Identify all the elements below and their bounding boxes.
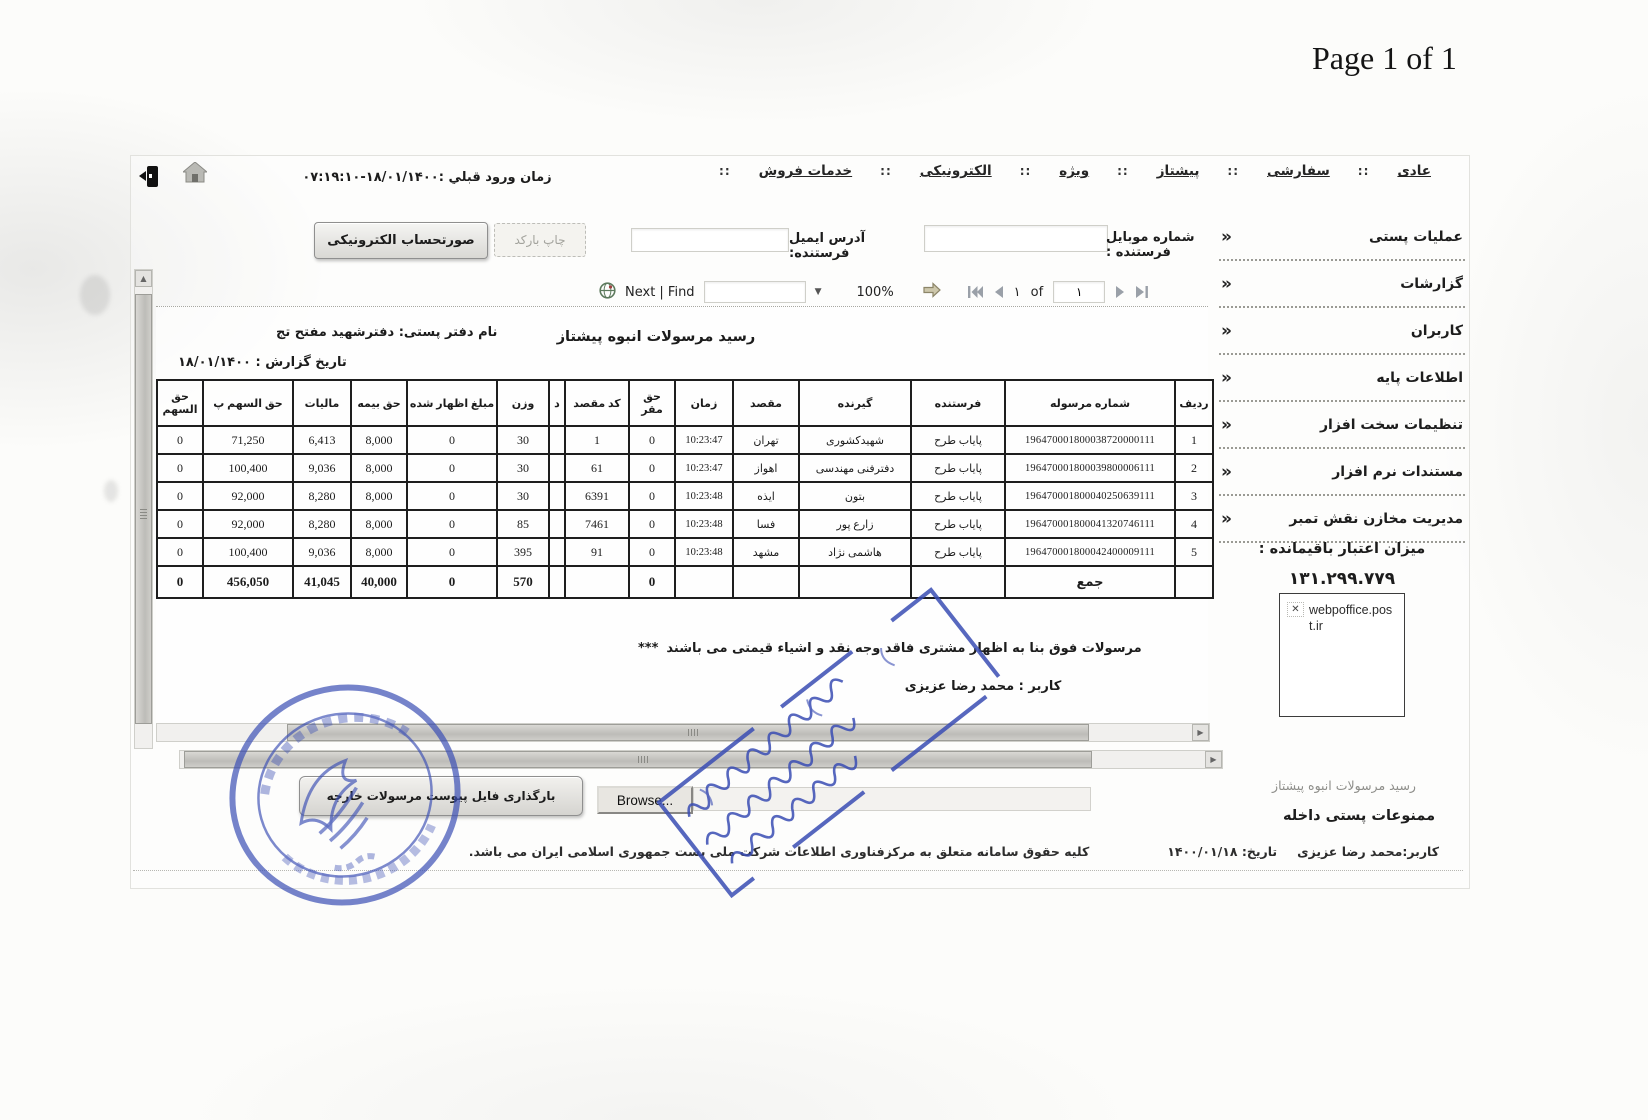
table-cell: 0	[407, 426, 497, 454]
table-header-cell: حق السهم پ	[203, 380, 293, 426]
table-cell: 3	[1175, 482, 1213, 510]
table-cell: 0	[157, 538, 203, 566]
table-header-cell: حق السهم	[157, 380, 203, 426]
table-header-cell: مالیات	[293, 380, 351, 426]
table-header-cell: ردیف	[1175, 380, 1213, 426]
table-cell: 8,000	[351, 510, 407, 538]
export-icon[interactable]	[923, 282, 941, 302]
menu-item-express[interactable]: پیشتاز	[1156, 163, 1200, 179]
chevron-left-icon: «	[1221, 367, 1232, 388]
table-row	[157, 510, 1213, 538]
table-cell: پایاب طرح	[911, 482, 1005, 510]
table-cell: 61	[565, 454, 629, 482]
table-cell: تهران	[733, 426, 799, 454]
page-number-label: Page 1 of 1	[1312, 40, 1457, 76]
sidebar-item-hardware-settings[interactable]	[1219, 402, 1465, 449]
table-header-cell: حق مقر	[629, 380, 675, 426]
table-cell: 0	[629, 454, 675, 482]
table-cell: 8,000	[351, 538, 407, 566]
table-header-cell: فرستنده	[911, 380, 1005, 426]
table-cell: اهواز	[733, 454, 799, 482]
first-page-icon[interactable]	[968, 283, 984, 302]
table-header-cell: گیرنده	[799, 380, 911, 426]
sidebar-item-label: کاربران	[1410, 322, 1463, 339]
menu-item-normal[interactable]: عادی	[1397, 163, 1431, 179]
footer-date: تاریخ: ۱۴۰۰/۰۱/۱۸	[1167, 844, 1278, 859]
sidebar-item-label: مدیریت مخازن نقش تمبر	[1289, 510, 1463, 527]
table-cell: 8,280	[293, 482, 351, 510]
table-cell: 92,000	[203, 482, 293, 510]
table-cell: 100,400	[203, 538, 293, 566]
report-table	[156, 379, 1214, 599]
upload-foreign-parcels-button[interactable]: بارگذاری فایل پیوست مرسولات خارجه	[299, 776, 583, 816]
table-cell	[565, 566, 629, 598]
table-cell: 0	[157, 510, 203, 538]
table-cell: 10:23:48	[675, 482, 733, 510]
table-cell: 0	[407, 510, 497, 538]
table-cell: 7461	[565, 510, 629, 538]
sender-email-input[interactable]	[631, 228, 789, 252]
table-cell: 8,280	[293, 510, 351, 538]
scroll-right-arrow[interactable]: ▶	[1192, 724, 1209, 741]
table-total-row	[157, 566, 1213, 598]
sidebar-item-label: اطلاعات پایه	[1376, 369, 1463, 386]
table-cell: 85	[497, 510, 549, 538]
post-office-label: نام دفتر پستی:	[398, 325, 498, 340]
table-row	[157, 454, 1213, 482]
report-date-label: تاریخ گزارش :	[255, 355, 347, 370]
footer-copyright: کلیه حقوق سامانه متعلق به مرکزفناوری اطلاعات شرکت ملی پست جمهوری اسلامی ایران می باشد.	[468, 844, 1090, 859]
chevron-left-icon: «	[1221, 461, 1232, 482]
menu-separator: ::	[1019, 164, 1032, 178]
table-cell: 6,413	[293, 426, 351, 454]
footer-user: کاربر:محمد رضا عزیزی	[1297, 844, 1439, 859]
table-cell: 6391	[565, 482, 629, 510]
table-cell: 0	[629, 566, 675, 598]
table-cell: 0	[629, 538, 675, 566]
chevron-left-icon: «	[1221, 273, 1232, 294]
remaining-credit-value: ۱۳۱.۲۹۹.۷۷۹	[1288, 569, 1396, 589]
chevron-left-icon: «	[1221, 508, 1232, 529]
menu-separator: ::	[719, 164, 731, 178]
bulk-receipt-link[interactable]: رسید مرسولات انبوه پیشتاز	[1272, 778, 1416, 793]
broken-image-icon: ✕	[1287, 602, 1304, 617]
table-cell: 0	[407, 482, 497, 510]
table-cell: فسا	[733, 510, 799, 538]
sender-mobile-label: شماره موبایل فرستنده :	[1106, 230, 1195, 260]
scroll-up-arrow[interactable]: ▲	[135, 270, 152, 287]
table-cell: شهیدکشوری	[799, 426, 911, 454]
report-title: رسید مرسولات انبوه پیشتاز	[556, 329, 756, 345]
of-label: of	[1030, 284, 1044, 300]
table-cell: 196470001800041320746111	[1005, 510, 1175, 538]
menu-separator: ::	[1117, 164, 1129, 178]
app-window	[130, 155, 1470, 889]
electronic-invoice-button[interactable]: صورتحساب الکترونیکی	[314, 222, 488, 259]
table-cell: پایاب طرح	[911, 454, 1005, 482]
sidebar-item-label: عملیات پستی	[1369, 228, 1463, 245]
table-cell: 30	[497, 454, 549, 482]
table-cell: پایاب طرح	[911, 510, 1005, 538]
table-cell	[1175, 566, 1213, 598]
table-cell: پایاب طرح	[911, 426, 1005, 454]
page-number-input[interactable]	[1053, 281, 1105, 303]
table-cell: 456,050	[203, 566, 293, 598]
sidebar-item-label: گزارشات	[1400, 275, 1463, 292]
sender-email-label: آدرس ایمیل فرستنده:	[789, 231, 866, 261]
table-cell: 0	[629, 482, 675, 510]
table-header-cell: مقصد	[733, 380, 799, 426]
last-page-icon[interactable]	[1135, 283, 1149, 302]
next-page-icon[interactable]	[1115, 283, 1125, 302]
logout-icon[interactable]	[139, 165, 161, 193]
menu-item-electronic[interactable]: الکترونیکی	[919, 163, 992, 179]
table-cell: 4	[1175, 510, 1213, 538]
previous-page-icon[interactable]	[994, 283, 1004, 302]
table-cell	[549, 510, 565, 538]
menu-separator: ::	[880, 164, 892, 178]
table-cell	[549, 482, 565, 510]
browse-button[interactable]: Browse...	[597, 786, 693, 814]
table-cell: پایاب طرح	[911, 538, 1005, 566]
table-cell: 395	[497, 538, 549, 566]
table-cell: 30	[497, 482, 549, 510]
zoom-select[interactable]: 100%	[856, 284, 894, 300]
table-header-cell: د	[549, 380, 565, 426]
vertical-scrollbar	[134, 269, 153, 749]
report-note	[638, 641, 1198, 656]
sidebar-item-stamp-storage[interactable]	[1219, 496, 1465, 543]
report-date	[178, 355, 398, 370]
table-cell: 9,036	[293, 454, 351, 482]
page-indicator: ۱	[1013, 284, 1021, 300]
sidebar-menu	[1219, 214, 1465, 543]
footer-user-date	[1139, 844, 1439, 859]
domestic-prohibited-items-link[interactable]: ممنوعات پستی داخله	[1282, 808, 1436, 824]
table-row	[157, 482, 1213, 510]
table-cell: هاشمی نژاد	[799, 538, 911, 566]
report-viewer-toolbar	[599, 279, 1215, 305]
scan-artifact	[104, 480, 118, 502]
table-cell: 8,000	[351, 426, 407, 454]
table-cell: 71,250	[203, 426, 293, 454]
table-cell: 10:23:47	[675, 426, 733, 454]
vertical-scrollbar-thumb[interactable]	[135, 294, 152, 724]
table-cell: 100,400	[203, 454, 293, 482]
table-row	[157, 426, 1213, 454]
report-user-line: کاربر : محمد رضا عزیزی	[904, 679, 1062, 694]
note-text: مرسولات فوق بنا به اظهار مشتری فاقد وجه نقد و اشیاء قیمتی می باشند	[666, 641, 1142, 656]
remaining-credit-label: میزان اعتبار باقیمانده :	[1258, 541, 1426, 557]
table-cell	[549, 454, 565, 482]
chevron-left-icon: «	[1221, 414, 1232, 435]
chevron-left-icon: «	[1221, 320, 1232, 341]
table-cell: 0	[157, 454, 203, 482]
broken-image-box	[1279, 593, 1405, 717]
dropdown-caret-icon[interactable]: ▼	[814, 287, 822, 297]
table-cell: 2	[1175, 454, 1213, 482]
table-header-cell: وزن	[497, 380, 549, 426]
find-input[interactable]	[704, 281, 806, 303]
menu-separator: ::	[1357, 164, 1370, 178]
table-cell: 0	[157, 566, 203, 598]
sender-mobile-input[interactable]	[924, 225, 1108, 252]
table-cell: 9,036	[293, 538, 351, 566]
table-cell: 1	[1175, 426, 1213, 454]
table-header-cell: کد مقصد	[565, 380, 629, 426]
table-cell	[733, 566, 799, 598]
table-cell: 196470001800042400009111	[1005, 538, 1175, 566]
print-barcode-button[interactable]: چاپ بارکد	[494, 223, 586, 257]
table-header-cell: شماره مرسوله	[1005, 380, 1175, 426]
table-header-cell: مبلغ اظهار شده	[407, 380, 497, 426]
table-cell: مشهد	[733, 538, 799, 566]
horizontal-scrollbar-thumb[interactable]	[184, 751, 1092, 768]
menu-separator: ::	[1227, 164, 1240, 178]
post-office-name	[276, 325, 516, 340]
file-path-input[interactable]	[693, 787, 1091, 811]
table-cell: 0	[157, 482, 203, 510]
report-horizontal-scrollbar	[156, 723, 1210, 742]
table-cell: 8,000	[351, 482, 407, 510]
table-cell: 10:23:47	[675, 454, 733, 482]
next-find-link[interactable]: Next | Find	[625, 284, 695, 300]
table-cell: 0	[629, 510, 675, 538]
sidebar-item-label: تنظیمات سخت افزار	[1320, 416, 1463, 433]
scan-artifact	[80, 275, 110, 315]
table-cell: 196470001800039800006111	[1005, 454, 1175, 482]
table-cell	[549, 566, 565, 598]
sidebar-item-reports[interactable]	[1219, 261, 1465, 308]
table-cell: 92,000	[203, 510, 293, 538]
broken-image-alt-text: webpoffice.post.ir	[1309, 603, 1393, 634]
menu-item-sales-services[interactable]: خدمات فروش	[758, 163, 853, 179]
table-cell: 30	[497, 426, 549, 454]
page-navigation	[968, 281, 1150, 303]
sidebar-item-postal-operations[interactable]	[1219, 214, 1465, 261]
table-cell: 10:23:48	[675, 510, 733, 538]
sidebar-item-software-docs[interactable]	[1219, 449, 1465, 496]
table-header-cell: زمان	[675, 380, 733, 426]
sidebar-item-users[interactable]	[1219, 308, 1465, 355]
previous-login-time: زمان ورود قبلي :۱۸/۰۱/۱۴۰۰-۰۷:۱۹:۱۰	[302, 170, 552, 185]
table-header-cell: حق بیمه	[351, 380, 407, 426]
table-cell: 0	[629, 426, 675, 454]
table-row	[157, 538, 1213, 566]
chevron-left-icon: «	[1221, 226, 1232, 247]
table-cell: 196470001800038720000111	[1005, 426, 1175, 454]
table-cell: 1	[565, 426, 629, 454]
menu-item-registered[interactable]: سفارشی	[1267, 163, 1330, 179]
report-page	[156, 306, 1208, 727]
note-stars: ***	[638, 641, 659, 656]
sidebar-item-label: مستندات نرم افزار	[1332, 463, 1463, 480]
table-cell: 5	[1175, 538, 1213, 566]
table-cell: 196470001800040250639111	[1005, 482, 1175, 510]
table-cell: 41,045	[293, 566, 351, 598]
report-date-value: ۱۸/۰۱/۱۴۰۰	[178, 355, 251, 370]
table-cell	[675, 566, 733, 598]
table-cell: 0	[407, 566, 497, 598]
table-cell: 0	[407, 538, 497, 566]
sidebar-item-base-info[interactable]	[1219, 355, 1465, 402]
table-cell	[549, 538, 565, 566]
table-cell	[549, 426, 565, 454]
table-cell: 0	[157, 426, 203, 454]
table-cell	[799, 566, 911, 598]
table-cell: جمع	[1005, 566, 1175, 598]
table-cell: 91	[565, 538, 629, 566]
table-cell: ایذه	[733, 482, 799, 510]
table-cell: 40,000	[351, 566, 407, 598]
scroll-right-arrow[interactable]: ▶	[1205, 751, 1222, 768]
table-cell: 10:23:48	[675, 538, 733, 566]
table-cell: زارع پور	[799, 510, 911, 538]
refresh-icon[interactable]	[599, 282, 616, 303]
table-cell: 8,000	[351, 454, 407, 482]
footer-separator	[133, 870, 1463, 871]
horizontal-scrollbar-thumb[interactable]	[287, 724, 1089, 741]
table-cell: 570	[497, 566, 549, 598]
post-office-value: دفترشهید مفتح تج	[276, 325, 395, 340]
home-icon[interactable]	[183, 162, 207, 187]
page-horizontal-scrollbar	[179, 750, 1223, 769]
table-cell	[911, 566, 1005, 598]
menu-item-special[interactable]: ویژه	[1059, 163, 1090, 179]
table-cell: 0	[407, 454, 497, 482]
table-cell: دفترفنی مهندسی	[799, 454, 911, 482]
table-cell: بتون	[799, 482, 911, 510]
